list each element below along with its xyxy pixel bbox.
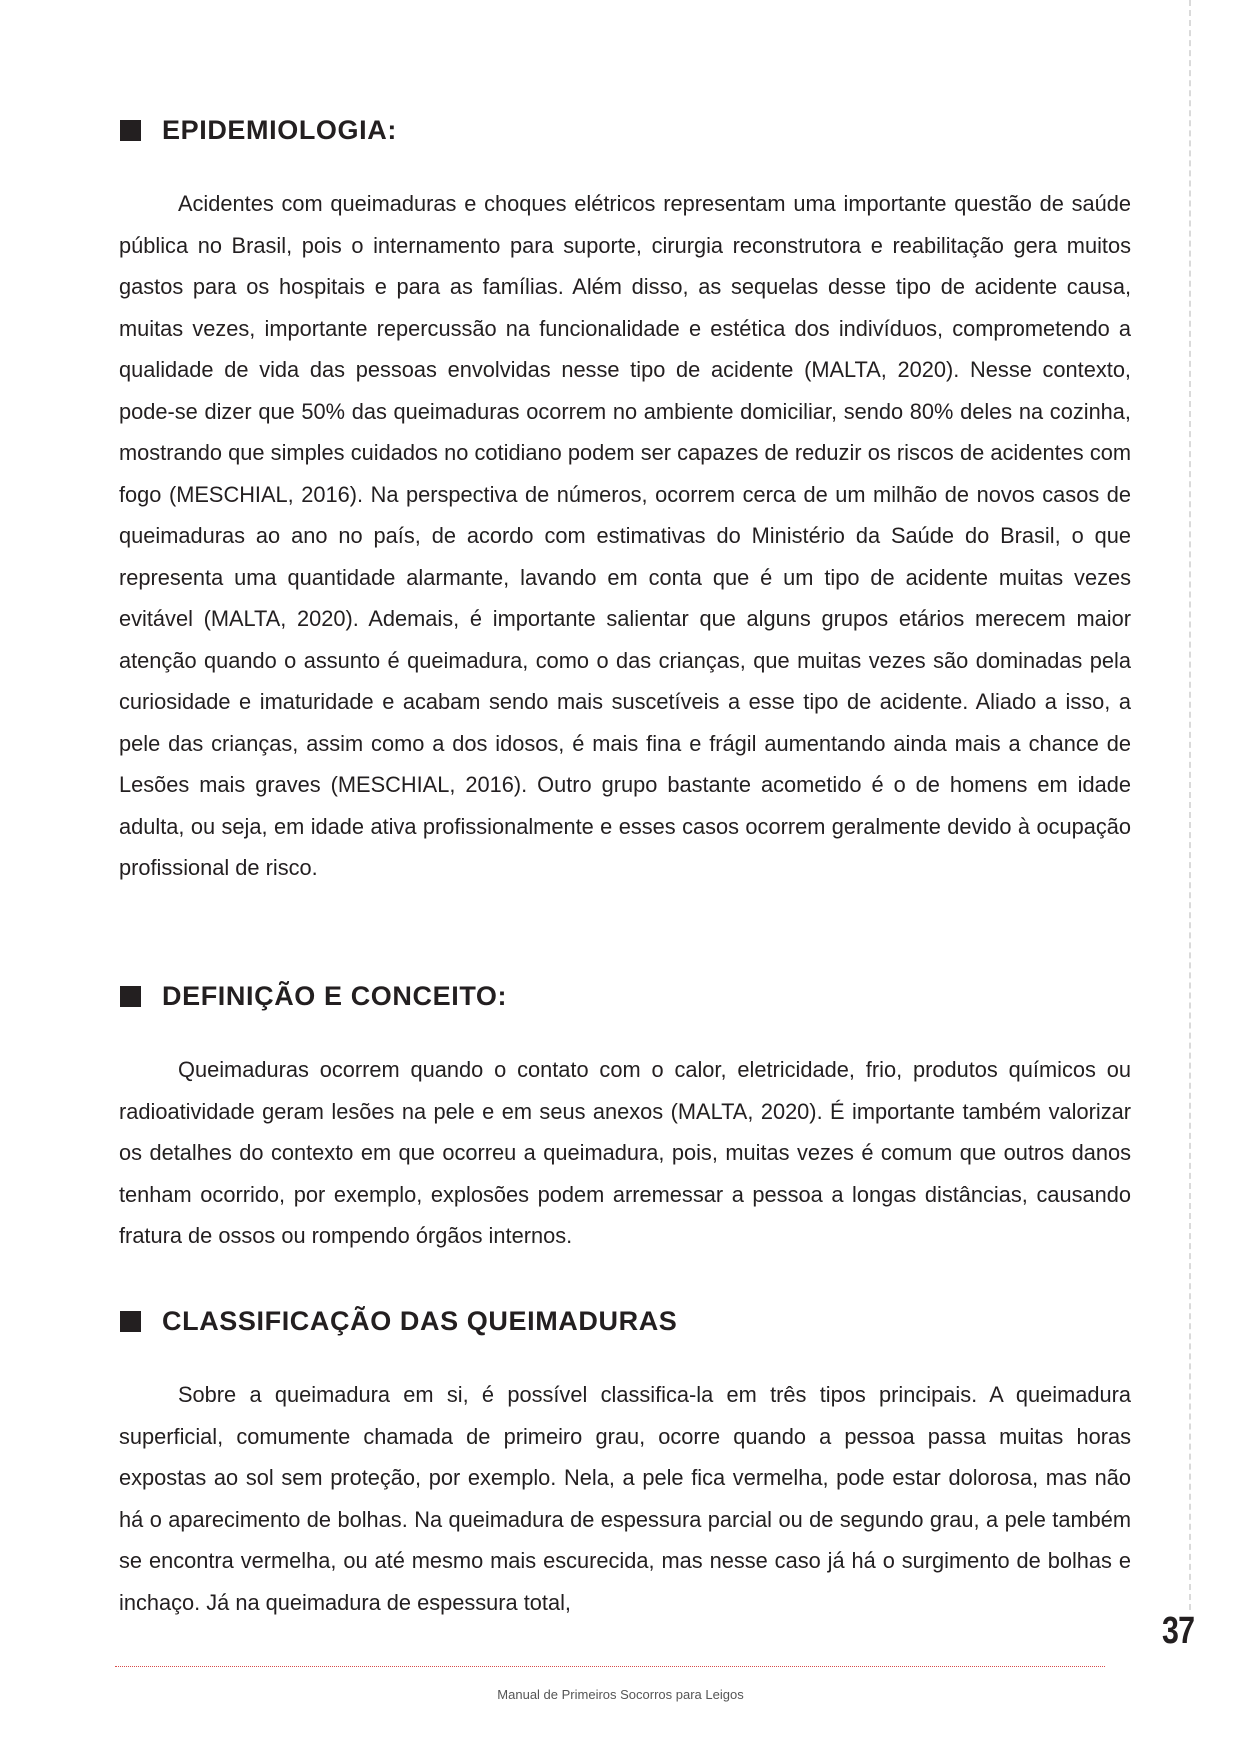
section-heading-definicao <box>120 981 507 1012</box>
section-heading-text: DEFINIÇÃO E CONCEITO: <box>162 981 508 1011</box>
section-heading-classificacao <box>120 1306 677 1337</box>
section-paragraph-definicao: Queimaduras ocorrem quando o contato com o calor, eletricidade, frio, produtos químicos ou radioatividade geram lesões na pele e em seus anexos (MALTA, 2020). É importante também valorizar os detalhes do contexto em que ocorreu a queimadura, pois, muitas vezes é comum que outros danos tenham ocorrido, por exemplo, explosões podem arremessar a pessoa a longas distâncias, causando fratura de ossos ou rompendo órgãos internos. <box>119 1057 1131 1248</box>
heading-bullet-icon <box>120 120 141 141</box>
section-heading-text: CLASSIFICAÇÃO DAS QUEIMADURAS <box>162 1306 678 1336</box>
section-heading-epidemiologia <box>120 115 397 146</box>
margin-dashed-rule <box>1189 0 1191 1610</box>
section-heading-text: EPIDEMIOLOGIA: <box>162 115 397 145</box>
footer-dotted-rule <box>115 1666 1105 1667</box>
section-paragraph-epidemiologia: Acidentes com queimaduras e choques elétricos representam uma importante questão de saúde pública no Brasil, pois o internamento para suporte, cirurgia reconstrutora e reabilitação gera muitos gastos para os hospitais e para as famílias. Além disso, as sequelas desse tipo de acidente causa, muitas vezes, importante repercussão na funcionalidade e estética dos indivíduos, comprometendo a qualidade de vida das pessoas envolvidas nesse tipo de acidente (MALTA, 2020). Nesse contexto, pode-se dizer que 50% das queimaduras ocorrem no ambiente domiciliar, sendo 80% deles na cozinha, mostrando que simples cuidados no cotidiano podem ser capazes de reduzir os riscos de acidentes com fogo (MESCHIAL, 2016). Na perspectiva de números, ocorrem cerca de um milhão de novos casos de queimaduras ao ano no país, de acordo com estimativas do Ministério da Saúde do Brasil, o que representa uma quantidade alarmante, lavando em conta que é um tipo de acidente muitas vezes evitável (MALTA, 2020). Ademais, é importante salientar que alguns grupos etários merecem maior atenção quando o assunto é queimadura, como o das crianças, que muitas vezes são dominadas pela curiosidade e imaturidade e acabam sendo mais suscetíveis a esse tipo de acidente. Aliado a isso, a pele das crianças, assim como a dos idosos, é mais fina e frágil aumentando ainda mais a chance de Lesões mais graves (MESCHIAL, 2016). Outro grupo bastante acometido é o de homens em idade adulta, ou seja, em idade ativa profissionalmente e esses casos ocorrem geralmente devido à ocupação profissional de risco. <box>119 191 1131 880</box>
footer-title: Manual de Primeiros Socorros para Leigos <box>497 1687 744 1702</box>
section-paragraph-classificacao: Sobre a queimadura em si, é possível classifica-la em três tipos principais. A queimadura superficial, comumente chamada de primeiro grau, ocorre quando a pessoa passa muitas horas expostas ao sol sem proteção, por exemplo. Nela, a pele fica vermelha, pode estar dolorosa, mas não há o aparecimento de bolhas. Na queimadura de espessura parcial ou de segundo grau, a pele também se encontra vermelha, ou até mesmo mais escurecida, mas nesse caso já há o surgimento de bolhas e inchaço. Já na queimadura de espessura total, <box>119 1382 1131 1615</box>
heading-bullet-icon <box>120 1311 141 1332</box>
heading-bullet-icon <box>120 986 141 1007</box>
page-number: 37 <box>1162 1610 1195 1652</box>
